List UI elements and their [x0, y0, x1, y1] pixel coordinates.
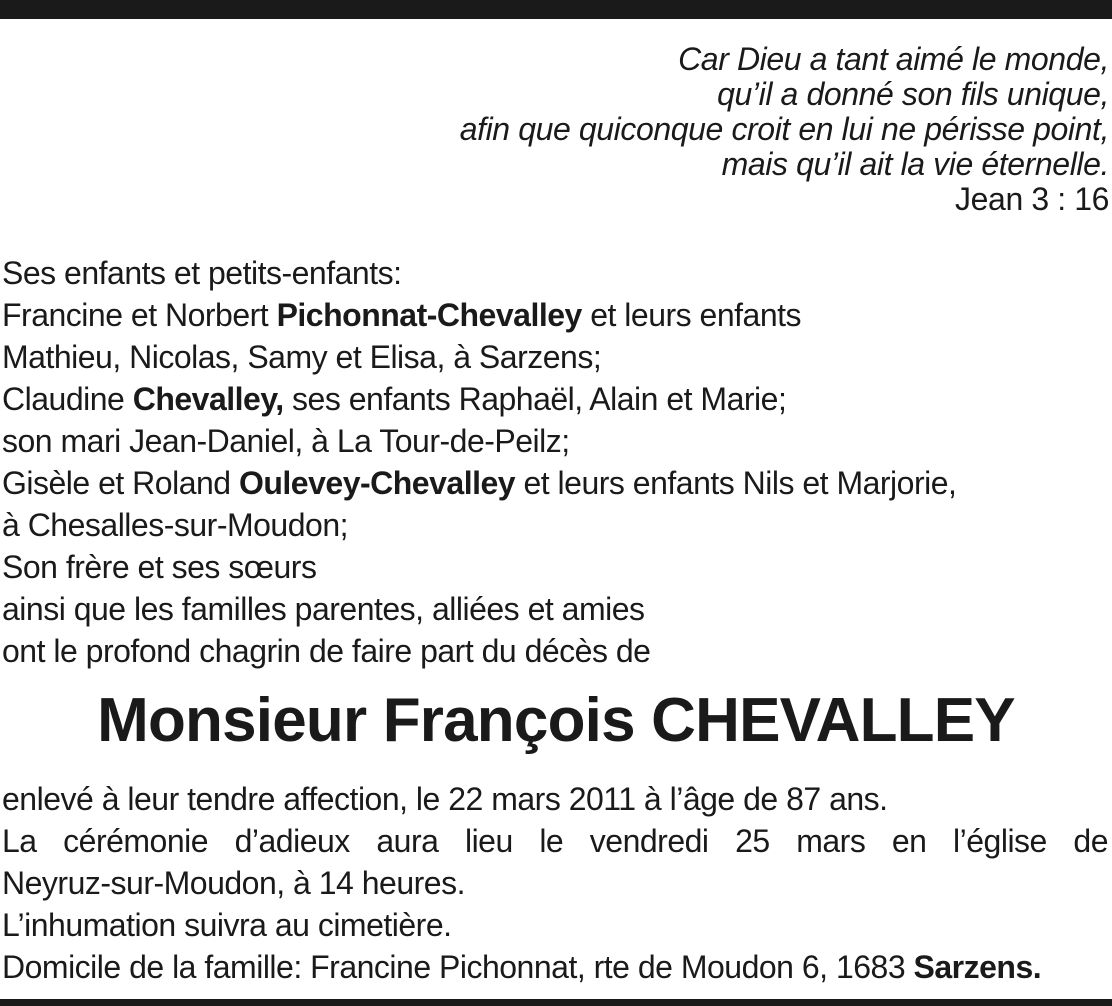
details-line: Neyruz-sur-Moudon, à 14 heures. — [2, 865, 465, 901]
deceased-name: Monsieur François CHEVALLEY — [97, 686, 1015, 755]
details-line: enlevé à leur tendre affection, le 22 mars 2011 à l’âge de 87 ans. — [2, 781, 888, 817]
verse-line: qu’il a donné son fils unique, — [717, 76, 1109, 112]
family-line: ainsi que les familles parentes, alliées et amies — [2, 591, 645, 627]
verse-line: mais qu’il ait la vie éternelle. — [721, 146, 1109, 182]
top-border-rule — [0, 0, 1112, 19]
details-line: La cérémonie d’adieux aura lieu le vendredi 25 mars en l’église de — [2, 823, 1108, 859]
family-line: Francine et Norbert Pichonnat-Chevalley et leurs enfants — [2, 297, 801, 333]
family-announcement — [2, 252, 1110, 672]
verse-line: afin que quiconque croit en lui ne périsse point, — [459, 111, 1109, 147]
family-surname: Chevalley, — [132, 381, 284, 417]
funeral-details — [2, 778, 1108, 988]
family-line: Gisèle et Roland Oulevey-Chevalley et leurs enfants Nils et Marjorie, — [2, 465, 957, 501]
family-line: Claudine Chevalley, ses enfants Raphaël, Alain et Marie; — [2, 381, 787, 417]
family-line: Son frère et ses sœurs — [2, 549, 317, 585]
details-line: L’inhumation suivra au cimetière. — [2, 907, 452, 943]
address-place: Sarzens. — [913, 949, 1042, 985]
family-line: son mari Jean-Daniel, à La Tour-de-Peilz; — [2, 423, 570, 459]
family-intro: Ses enfants et petits-enfants: — [2, 255, 402, 291]
family-address: Domicile de la famille: Francine Pichonnat, rte de Moudon 6, 1683 Sarzens. — [2, 949, 1042, 985]
verse-line: Car Dieu a tant aimé le monde, — [678, 41, 1109, 77]
family-line: à Chesalles-sur-Moudon; — [2, 507, 348, 543]
bible-verse — [460, 42, 1109, 217]
family-line: ont le profond chagrin de faire part du décès de — [2, 633, 651, 669]
bottom-border-rule — [0, 999, 1112, 1006]
family-surname: Oulevey-Chevalley — [238, 465, 516, 501]
family-line: Mathieu, Nicolas, Samy et Elisa, à Sarzens; — [2, 339, 602, 375]
family-surname: Pichonnat-Chevalley — [276, 297, 582, 333]
verse-reference: Jean 3 : 16 — [955, 181, 1109, 217]
